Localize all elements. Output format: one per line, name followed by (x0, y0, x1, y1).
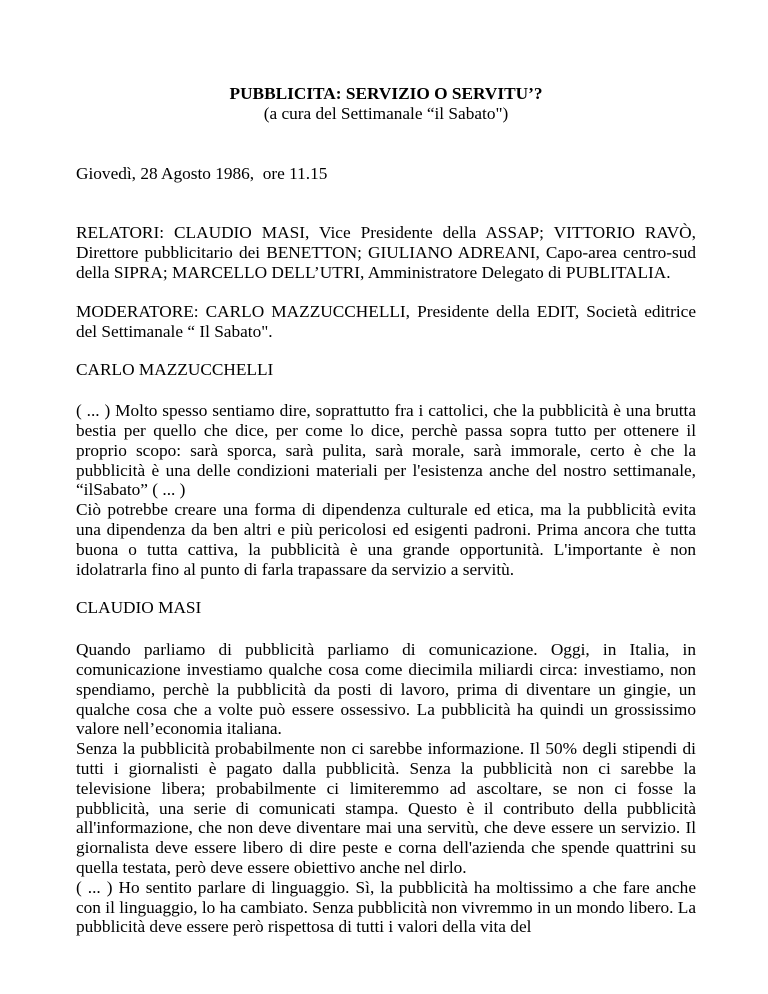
moderatore-paragraph: MODERATORE: CARLO MAZZUCCHELLI, Presidente della EDIT, Società editrice del Settimanale “ Il Sabato". (76, 301, 696, 341)
date-line: Giovedì, 28 Agosto 1986, ore 11.15 (76, 163, 328, 183)
masi-paragraph-3: ( ... ) Ho sentito parlare di linguaggio. Sì, la pubblicità ha moltissimo a che fare anche con il linguaggio, lo ha cambiato. Senza pubblicità non vivremmo in un mondo libero. La pubblicità deve essere però rispettosa di tutti i valori della vita del (76, 877, 696, 937)
speaker-heading-masi: CLAUDIO MASI (76, 598, 202, 618)
mazzucchelli-paragraph-2: Ciò potrebbe creare una forma di dipendenza culturale ed etica, ma la pubblicità evita una dipendenza da ben altri e più pericolosi ed esigenti padroni. Prima ancora che tutta buona o tutta cattiva, la pubblicità è una grande opportunità. L'importante è non idolatrarla fino al punto di farla trapassare da servizio a servitù. (76, 500, 696, 579)
document-page (76, 84, 696, 937)
speaker-heading-mazzucchelli: CARLO MAZZUCCHELLI (76, 360, 274, 380)
relatori-paragraph: RELATORI: CLAUDIO MASI, Vice Presidente della ASSAP; VITTORIO RAVÒ, Direttore pubblicitario dei BENETTON; GIULIANO ADREANI, Capo-area centro-sud della SIPRA; MARCELLO DELL’UTRI, Amministratore Delegato di PUBLITALIA. (76, 223, 696, 282)
masi-paragraph-1: Quando parliamo di pubblicità parliamo di comunicazione. Oggi, in Italia, in comunicazione investiamo qualche cosa come diecimila miliardi circa: investiamo, non spendiamo, perchè la pubblicità da posti di lavoro, prima di diventare un gingie, un qualche cosa che a volte può essere ossessivo. La pubblicità ha quindi un grossissimo valore nell’economia italiana. (76, 640, 696, 739)
document-subtitle: (a cura del Settimanale “il Sabato") (263, 103, 509, 123)
document-title: PUBBLICITA: SERVIZIO O SERVITU’? (229, 84, 543, 103)
masi-paragraph-2: Senza la pubblicità probabilmente non ci sarebbe informazione. Il 50% degli stipendi di tutti i giornalisti è pagato dalla pubblicità. Senza la pubblicità non ci sarebbe la televisione libera; probabilmente ci limiteremmo ad ascoltare, se non ci fosse la pubblicità, una serie di comunicati stampa. Questo è il contributo della pubblicità all'informazione, che non deve diventare mai una servitù, che deve essere un servizio. Il giornalista deve essere libero di dire peste e corna dell'azienda che spende quattrini su quella testata, però deve essere obiettivo anche nel dirlo. (76, 739, 696, 877)
mazzucchelli-paragraph-1: ( ... ) Molto spesso sentiamo dire, soprattutto fra i cattolici, che la pubblicità è una brutta bestia per quello che dice, per come lo dice, perchè passa sopra tutto per ottenere il proprio scopo: sarà sporca, sarà pulita, sarà morale, sarà immorale, certo è che la pubblicità è una delle condizioni materiali per l'esistenza anche del nostro settimanale, “ilSabato” ( ... ) (76, 401, 696, 500)
